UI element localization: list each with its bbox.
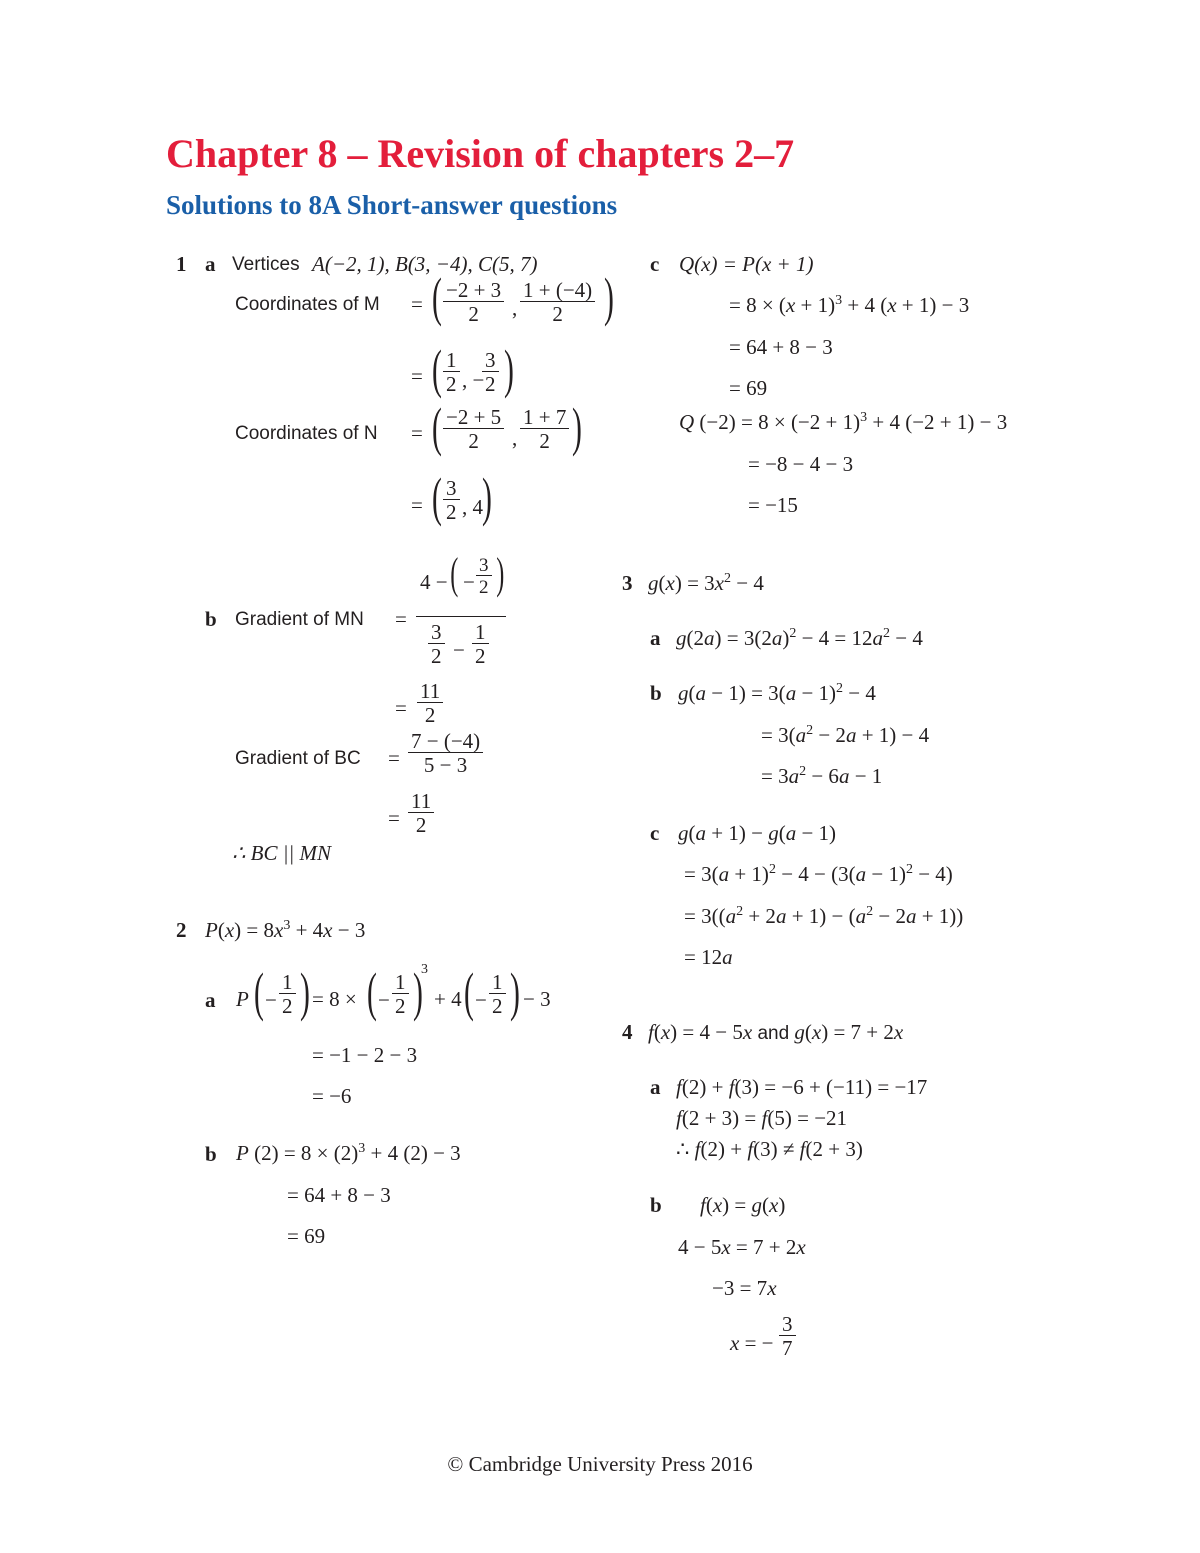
fraction: $\frac{1 + 7}{2}$	[520, 407, 569, 452]
math-line: −3 = 7x	[712, 1276, 777, 1300]
question-number: 2	[176, 918, 187, 942]
left-paren: (	[432, 397, 442, 457]
math-line: = 69	[729, 376, 768, 400]
numerator: 4 −	[420, 570, 448, 594]
fraction: $\frac{-2 + 5}{2}$	[443, 407, 504, 452]
math-line: f(2) + f(3) = −6 + (−11) = −17	[676, 1075, 928, 1099]
fraction: $\frac{-2 + 3}{2}$	[443, 280, 504, 325]
coords-n-label: Coordinates of N	[235, 423, 378, 444]
fraction: $\frac{3}{2}$	[476, 556, 492, 597]
equals: =	[395, 607, 407, 631]
math-line: ∴ f(2) + f(3) ≠ f(2 + 3)	[676, 1137, 863, 1161]
equals: =	[388, 806, 400, 830]
equals: =	[411, 493, 423, 517]
math-text: = 8 ×	[312, 987, 357, 1011]
part-label: a	[650, 626, 661, 650]
left-paren: (	[367, 962, 377, 1022]
fraction: $\frac{11}{2}$	[408, 791, 434, 836]
math-line: f(2 + 3) = f(5) = −21	[676, 1106, 848, 1130]
fraction: $\frac{1}{2}$	[443, 350, 460, 395]
fraction: $\frac{3}{7}$	[779, 1314, 796, 1359]
math-line: = −8 − 4 − 3	[748, 452, 854, 476]
math-line: = $3(a + 1)^2 - 4 - (3(a - 1)^2 - 4)$	[684, 862, 953, 886]
question-stem: $g(x) = 3x^2 - 4$	[648, 571, 764, 595]
math-text: + 4	[434, 987, 462, 1011]
fraction-bar	[416, 616, 506, 617]
part-label: a	[205, 252, 216, 276]
right-paren: )	[300, 962, 310, 1022]
math-line: 4 − 5x = 7 + 2x	[678, 1235, 806, 1259]
math-line: = 64 + 8 − 3	[729, 335, 833, 359]
math-line: P $(2) = 8 \times (2)^3 + 4$ (2) − 3	[236, 1141, 461, 1165]
left-paren: (	[450, 549, 459, 598]
question-stem: f(x) = 4 − 5x and g(x) = 7 + 2x	[648, 1020, 904, 1044]
math-line: = −6	[312, 1084, 352, 1108]
math-line: = 64 + 8 − 3	[287, 1183, 391, 1207]
right-paren: )	[604, 267, 614, 327]
fraction: $\frac{3}{2}$	[443, 478, 460, 523]
math-line: = −15	[748, 493, 798, 517]
minus: −	[265, 988, 277, 1012]
left-paren: (	[432, 339, 442, 399]
part-label: b	[650, 681, 662, 705]
comma: , 4	[462, 495, 483, 519]
fraction: $\frac{1}{2}$	[392, 972, 409, 1017]
left-paren: (	[432, 467, 442, 527]
fraction: $\frac{3}{2}$	[428, 622, 445, 667]
math-line: = 12a	[684, 945, 733, 969]
copyright-footer: © Cambridge University Press 2016	[447, 1452, 753, 1476]
right-paren: )	[572, 397, 582, 457]
question-number: 1	[176, 252, 187, 276]
fraction: $\frac{1}{2}$	[472, 622, 489, 667]
equals: =	[388, 746, 400, 770]
comma: , −	[462, 368, 485, 392]
part-label: b	[650, 1193, 662, 1217]
conclusion: ∴ BC || MN	[232, 841, 331, 865]
fraction: $\frac{3}{2}$	[482, 350, 499, 395]
gradient-mn-label: Gradient of MN	[235, 609, 364, 630]
minus: −	[463, 570, 475, 594]
right-paren: )	[413, 962, 423, 1022]
math-line: Q $(-2) = 8 \times (-2 + 1)^3 + 4$ (−2 + 1) − 3	[679, 410, 1008, 434]
fraction: $\frac{7 - (-4)}{5 - 3}$	[408, 731, 483, 776]
math-line: g(a + 1) − g(a − 1)	[678, 821, 837, 845]
equals: =	[395, 696, 407, 720]
equals: =	[411, 292, 423, 316]
right-paren: )	[482, 467, 492, 527]
exponent: 3	[421, 962, 428, 977]
right-paren: )	[504, 339, 514, 399]
math-line: = $3(a^2 - 2a + 1) - 4$	[761, 723, 930, 747]
part-label: b	[205, 1142, 217, 1166]
math-line: = $3((a^2 + 2a + 1) - (a^2 - 2a + 1))$	[684, 904, 964, 928]
left-paren: (	[464, 962, 474, 1022]
comma: ,	[512, 296, 518, 320]
vertices-value: A(−2, 1), B(3, −4), C(5, 7)	[312, 252, 538, 276]
math-line: = $8 \times (x + 1)^3 + 4$ (x + 1) − 3	[729, 293, 970, 317]
minus: −	[475, 988, 487, 1012]
part-label: b	[205, 607, 217, 631]
left-paren: (	[254, 962, 264, 1022]
fraction: $\frac{11}{2}$	[417, 681, 443, 726]
minus: −	[453, 638, 465, 662]
part-label: a	[650, 1075, 661, 1099]
math-line: f(x) = g(x)	[700, 1193, 786, 1217]
math-line: = 69	[287, 1224, 326, 1248]
minus: −	[378, 988, 390, 1012]
page-title: Chapter 8 – Revision of chapters 2–7	[166, 131, 795, 176]
right-paren: )	[510, 962, 520, 1022]
right-paren: )	[496, 549, 505, 598]
gradient-bc-label: Gradient of BC	[235, 748, 361, 769]
part-label: c	[650, 821, 660, 845]
math-line: $g(2a) = 3(2a)^2 - 4 = 12a^2 - 4$	[676, 626, 923, 650]
fraction: $\frac{1 + (-4)}{2}$	[520, 280, 595, 325]
part-label: c	[650, 252, 660, 276]
coords-m-label: Coordinates of M	[235, 294, 380, 315]
question-number: 4	[622, 1020, 633, 1044]
equals: =	[411, 364, 423, 388]
fraction: $\frac{1}{2}$	[489, 972, 506, 1017]
equals: =	[411, 421, 423, 445]
section-subtitle: Solutions to 8A Short-answer questions	[166, 190, 618, 220]
math-line: x = −	[730, 1331, 774, 1355]
math-line: = −1 − 2 − 3	[312, 1043, 418, 1067]
math-line: $g(a - 1) = 3(a - 1)^2 - 4$	[678, 681, 876, 705]
left-paren: (	[432, 267, 442, 327]
math-text: − 3	[523, 987, 551, 1011]
question-stem: $P(x) = 8x^3 + 4x - 3$	[205, 918, 366, 942]
comma: ,	[512, 426, 518, 450]
function-name: P	[236, 987, 249, 1011]
part-label: a	[205, 988, 216, 1012]
math-line: Q(x) = P(x + 1)	[679, 252, 814, 276]
fraction: $\frac{1}{2}$	[279, 972, 296, 1017]
vertices-label: Vertices	[232, 254, 300, 275]
question-number: 3	[622, 571, 633, 595]
math-line: = $3a^2 - 6a - 1$	[761, 764, 883, 788]
